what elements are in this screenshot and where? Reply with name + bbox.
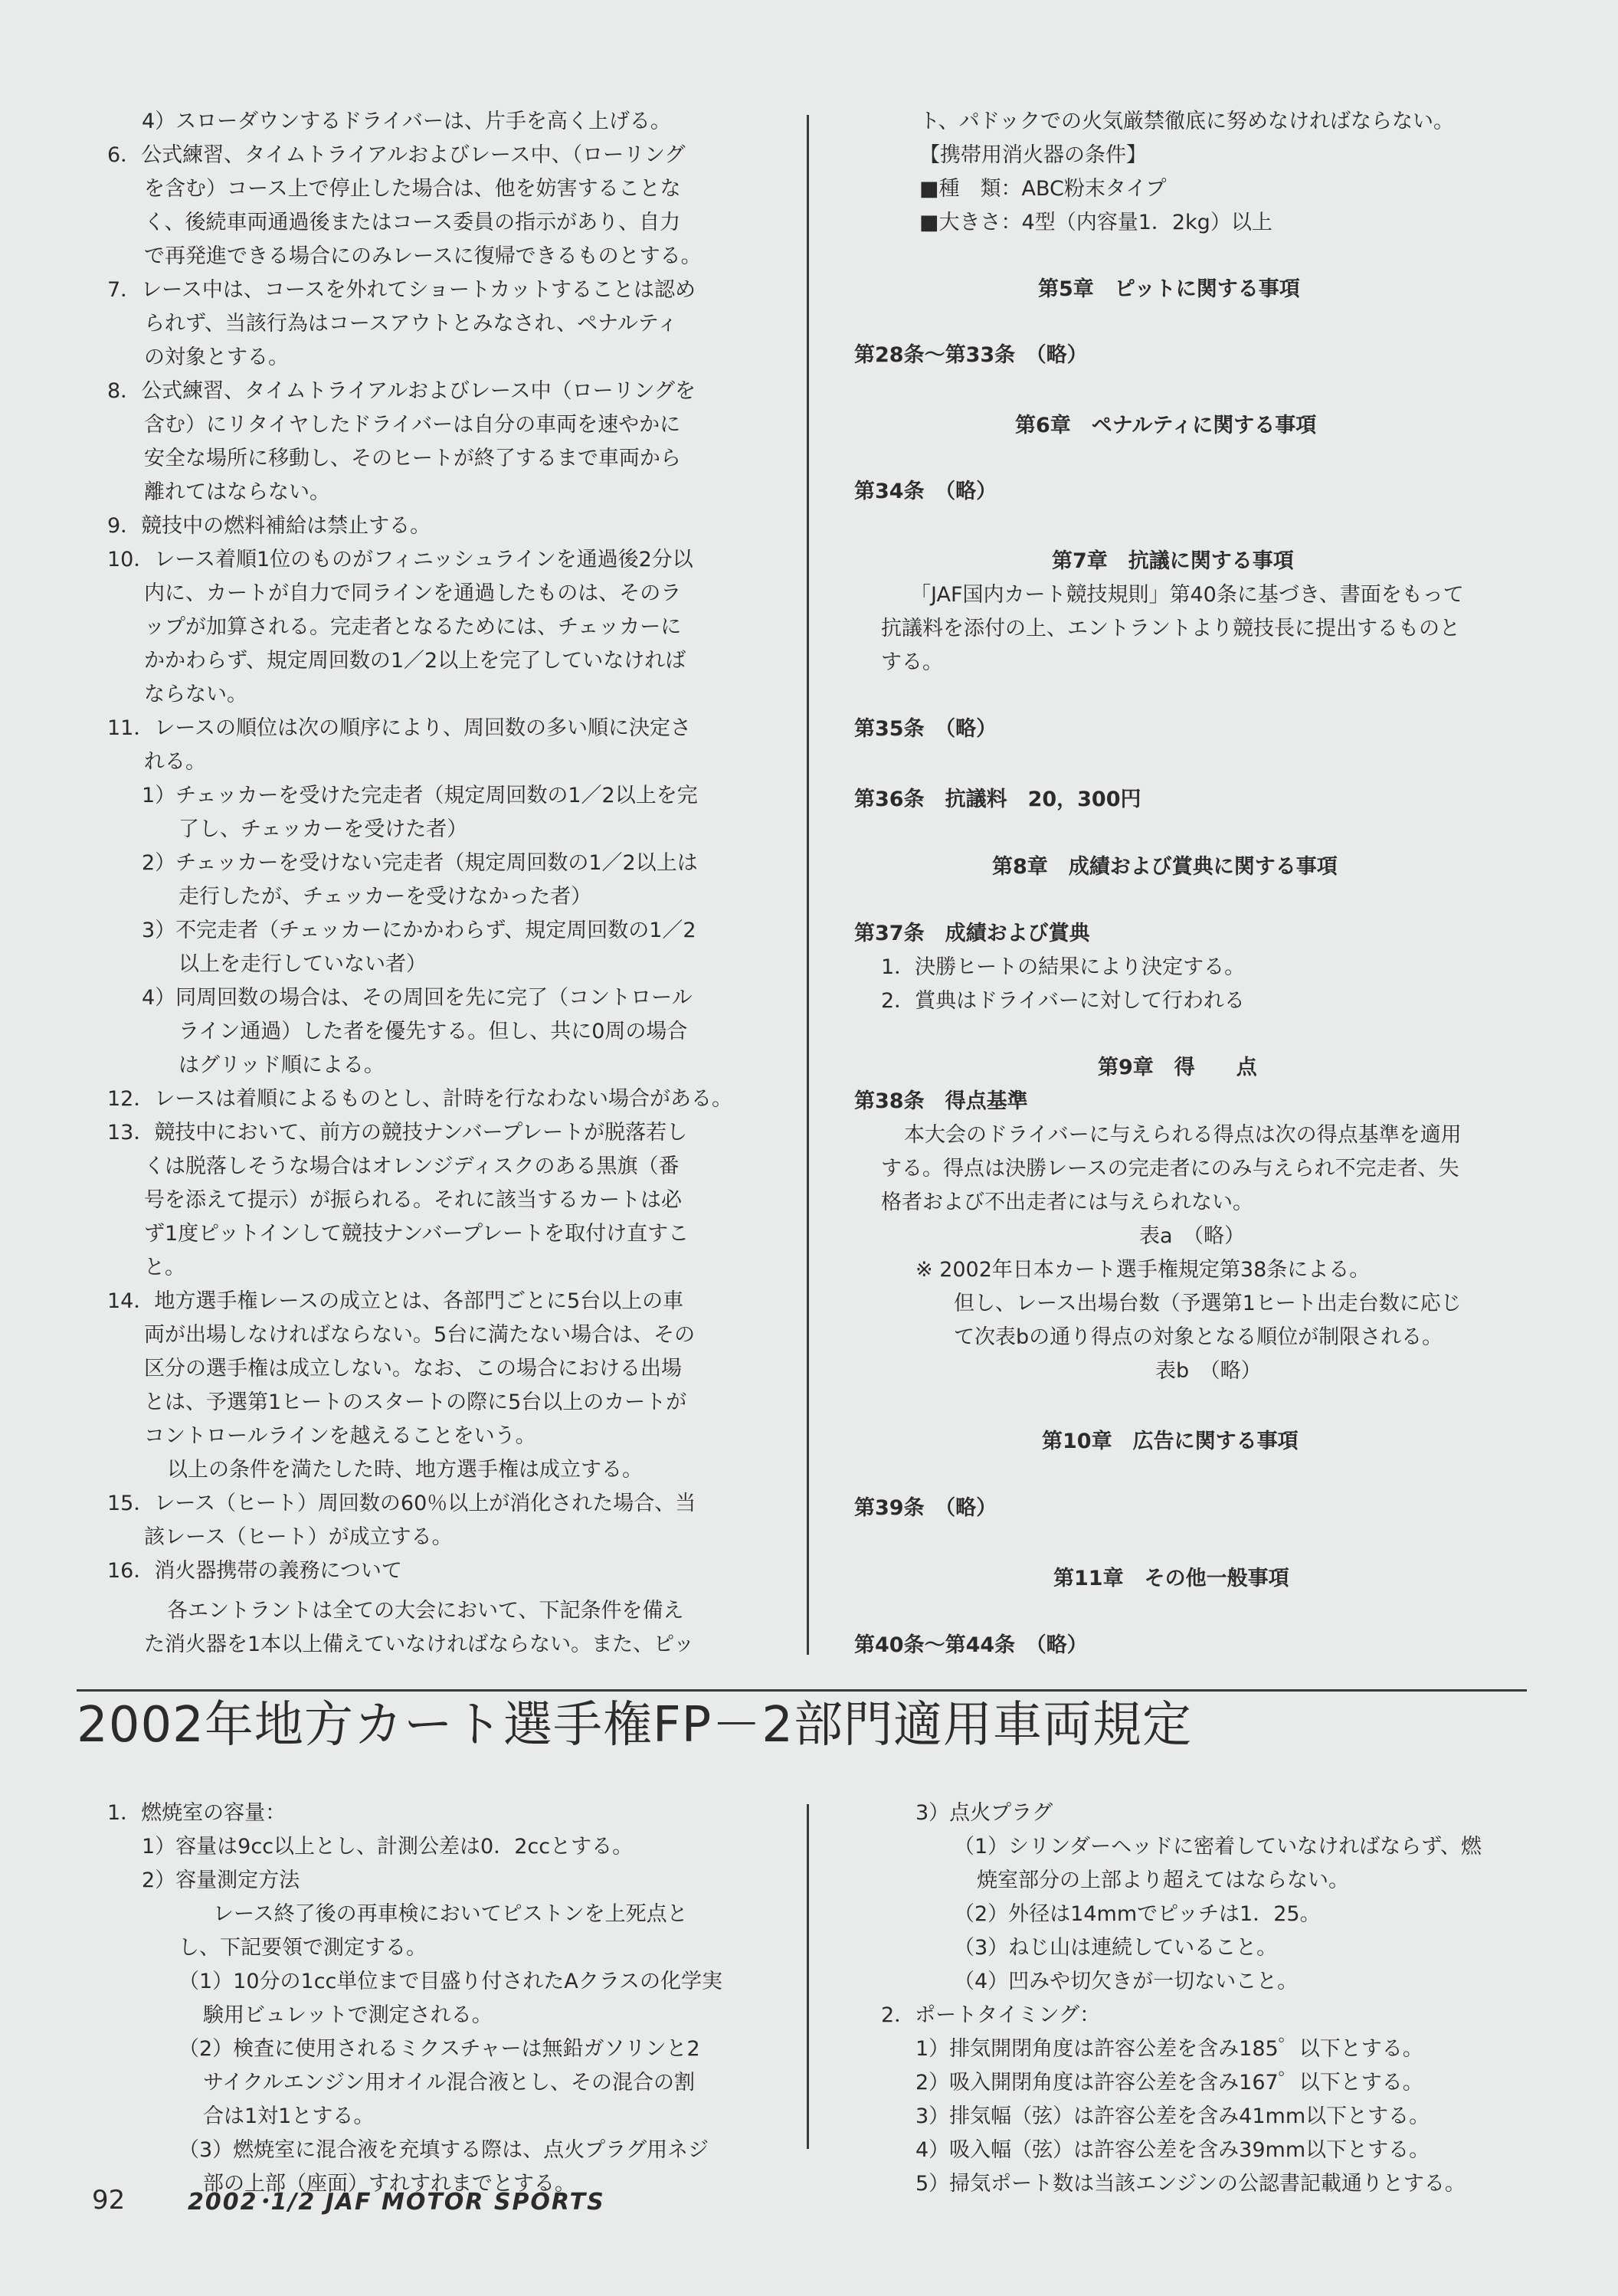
- text-line: 14．地方選手権レースの成立とは、各部門ごとに5台以上の車: [107, 1289, 684, 1313]
- text-line: 13．競技中において、前方の競技ナンバープレートが脱落若し: [107, 1121, 688, 1145]
- text-line: （1）10分の1cc単位まで目盛り付されたAクラスの化学実: [179, 1970, 723, 1993]
- chapter-heading: 第10章 広告に関する事項: [1042, 1430, 1299, 1453]
- text-line: 「JAF国内カート競技規則」第40条に基づき、書面をもって: [910, 583, 1464, 607]
- text-line: はグリッド順による。: [179, 1053, 385, 1077]
- text-line: 4）スローダウンするドライバーは、片手を高く上げる。: [142, 110, 671, 133]
- text-line: 含む）にリタイヤしたドライバーは自分の車両を速やかに: [144, 413, 681, 437]
- article-heading: 第36条 抗議料 20，300円: [854, 788, 1141, 811]
- article-heading: 第35条 （略）: [854, 717, 997, 741]
- article-heading: 第28条～第33条 （略）: [854, 343, 1088, 367]
- running-title: 2002･1/2 JAF MOTOR SPORTS: [188, 2189, 605, 2216]
- text-line: 4）同周回数の場合は、その周回を先に完了（コントロール: [142, 986, 693, 1010]
- text-line: ■大きさ：4型（内容量1．2kg）以上: [919, 211, 1272, 234]
- chapter-heading: 第8章 成績および賞典に関する事項: [992, 855, 1338, 879]
- text-line: 6．公式練習、タイムトライアルおよびレース中、（ローリング: [107, 143, 686, 167]
- text-line: し、下記要領で測定する。: [179, 1936, 427, 1960]
- article-heading: 第38条 得点基準: [854, 1089, 1028, 1113]
- text-line: 格者および不出走者には与えられない。: [881, 1191, 1253, 1214]
- text-line: 2．ポートタイミング：: [881, 2003, 1101, 2027]
- text-line: 離れてはならない。: [144, 480, 330, 504]
- text-line: （3）ねじ山は連続していること。: [954, 1936, 1278, 1960]
- column-divider: [807, 1804, 809, 2149]
- text-line: （4）凹みや切欠きが一切ないこと。: [954, 1970, 1299, 1993]
- text-line: 2）容量測定方法: [142, 1869, 300, 1892]
- text-line: 走行したが、チェッカーを受けなかった者）: [179, 885, 592, 909]
- text-line: サイクルエンジン用オイル混合液とし、その混合の割: [203, 2071, 696, 2095]
- text-line: を含む）コース上で停止した場合は、他を妨害することな: [144, 177, 681, 201]
- text-line: かかわらず、規定周回数の1／2以上を完了していなければ: [144, 649, 686, 673]
- text-line: ※ 2002年日本カート選手権規定第38条による。: [915, 1258, 1371, 1282]
- text-line: と。: [144, 1256, 185, 1279]
- text-line: （2）検査に使用されるミクスチャーは無鉛ガソリンと2: [179, 2037, 700, 2061]
- text-line: くは脱落しそうな場合はオレンジディスクのある黒旗（番: [144, 1155, 680, 1178]
- text-line: 2）チェッカーを受けない完走者（規定周回数の1／2以上は: [142, 851, 698, 875]
- text-line: 8．公式練習、タイムトライアルおよびレース中（ローリングを: [107, 379, 696, 403]
- text-line: 表a （略）: [1139, 1224, 1246, 1248]
- text-line: 以上の条件を満たした時、地方選手権は成立する。: [167, 1458, 643, 1482]
- article-heading: 第39条 （略）: [854, 1496, 997, 1520]
- text-line: コントロールラインを越えることをいう。: [144, 1424, 536, 1448]
- section-title: 2002年地方カート選手権FP－2部門適用車両規定: [77, 1697, 1192, 1754]
- text-line: 但し、レース出場台数（予選第1ヒート出走台数に応じ: [954, 1292, 1462, 1315]
- text-line: （3）燃焼室に混合液を充填する際は、点火プラグ用ネジ: [179, 2138, 709, 2162]
- text-line: 16．消火器携帯の義務について: [107, 1559, 402, 1583]
- text-line: で再発進できる場合にのみレースに復帰できるものとする。: [144, 244, 702, 268]
- text-line: く、後続車両通過後またはコース委員の指示があり、自力: [144, 211, 681, 234]
- text-line: 表b （略）: [1155, 1359, 1262, 1383]
- text-line: 3）排気幅（弦）は許容公差を含み41mm以下とする。: [915, 2104, 1430, 2128]
- text-line: 3）不完走者（チェッカーにかかわらず、規定周回数の1／2: [142, 919, 696, 942]
- text-line: 安全な場所に移動し、そのヒートが終了するまで車両から: [144, 447, 681, 470]
- text-line: 10．レース着順1位のものがフィニッシュラインを通過後2分以: [107, 548, 693, 572]
- text-line: 1．決勝ヒートの結果により決定する。: [881, 955, 1246, 979]
- text-line: 合は1対1とする。: [203, 2104, 375, 2128]
- text-line: 15．レース（ヒート）周回数の60％以上が消化された場合、当: [107, 1492, 696, 1515]
- chapter-heading: 第9章 得 点: [1098, 1056, 1257, 1079]
- text-line: 本大会のドライバーに与えられる得点は次の得点基準を適用: [904, 1123, 1462, 1147]
- chapter-heading: 第7章 抗議に関する事項: [1052, 549, 1294, 573]
- text-line: 9．競技中の燃料補給は禁止する。: [107, 514, 431, 538]
- text-line: 1）容量は9cc以上とし、計測公差は0．2ccとする。: [142, 1835, 634, 1859]
- text-line: た消火器を1本以上備えていなければならない。また、ピッ: [144, 1633, 695, 1656]
- text-line: 1）チェッカーを受けた完走者（規定周回数の1／2以上を完: [142, 784, 698, 807]
- text-line: 区分の選手権は成立しない。なお、この場合における出場: [144, 1357, 682, 1381]
- text-line: 各エントラントは全ての大会において、下記条件を備え: [167, 1599, 684, 1623]
- text-line: ず1度ピットインして競技ナンバープレートを取付け直すこ: [144, 1222, 689, 1246]
- page-number: 92: [92, 2185, 126, 2216]
- article-heading: 第34条 （略）: [854, 480, 997, 503]
- chapter-heading: 第6章 ペナルティに関する事項: [1015, 414, 1317, 437]
- chapter-heading: 第5章 ピットに関する事項: [1038, 277, 1300, 301]
- text-line: する。: [881, 650, 943, 674]
- text-line: レース終了後の再車検においてピストンを上死点と: [213, 1902, 688, 1926]
- text-line: られず、当該行為はコースアウトとみなされ、ペナルティ: [144, 312, 678, 336]
- text-line: ト、パドックでの火気厳禁徹底に努めなければならない。: [919, 110, 1454, 133]
- text-line: 11．レースの順位は次の順序により、周回数の多い順に決定さ: [107, 716, 692, 740]
- text-line: て次表bの通り得点の対象となる順位が制限される。: [954, 1325, 1443, 1349]
- text-line: 3）点火プラグ: [915, 1801, 1053, 1825]
- text-line: とは、予選第1ヒートのスタートの際に5台以上のカートが: [144, 1390, 687, 1414]
- article-heading: 第40条～第44条 （略）: [854, 1633, 1088, 1657]
- text-line: 【携帯用消火器の条件】: [919, 143, 1147, 167]
- text-line: 7．レース中は、コースを外れてショートカットすることは認め: [107, 278, 696, 302]
- text-line: （2）外径は14mmでピッチは1．25。: [954, 1902, 1321, 1926]
- text-line: ならない。: [144, 683, 247, 706]
- text-line: 了し、チェッカーを受けた者）: [179, 817, 468, 841]
- text-line: ■種 類：ABC粉末タイプ: [919, 177, 1167, 201]
- article-heading: 第37条 成績および賞典: [854, 922, 1090, 945]
- text-line: 部の上部（座面）すれすれまでとする。: [203, 2172, 575, 2196]
- text-line: 抗議料を添付の上、エントラントより競技長に提出するものと: [881, 617, 1460, 640]
- text-line: 号を添えて提示）が振られる。それに該当するカートは必: [144, 1188, 682, 1212]
- text-line: ップが加算される。完走者となるためには、チェッカーに: [144, 615, 682, 639]
- text-line: 2）吸入開閉角度は許容公差を含み167゜以下とする。: [915, 2071, 1423, 2095]
- column-divider: [807, 115, 809, 1655]
- text-line: 験用ビュレットで測定される。: [203, 2003, 493, 2027]
- section-rule: [77, 1689, 1527, 1692]
- text-line: 焼室部分の上部より超えてはならない。: [977, 1869, 1349, 1892]
- text-line: 1）排気開閉角度は許容公差を含み185゜以下とする。: [915, 2037, 1423, 2061]
- chapter-heading: 第11章 その他一般事項: [1053, 1567, 1289, 1590]
- text-line: れる。: [144, 750, 206, 774]
- text-line: （1）シリンダーヘッドに密着していなければならず、燃: [954, 1835, 1482, 1859]
- text-line: の対象とする。: [144, 346, 289, 369]
- text-line: する。得点は決勝レースの完走者にのみ与えられ不完走者、失: [881, 1157, 1459, 1181]
- text-line: 5）掃気ポート数は当該エンジンの公認書記載通りとする。: [915, 2172, 1466, 2196]
- text-line: 両が出場しなければならない。5台に満たない場合は、その: [144, 1323, 696, 1347]
- text-line: 該レース（ヒート）が成立する。: [144, 1525, 453, 1549]
- text-line: 1．燃焼室の容量：: [107, 1801, 287, 1825]
- text-line: 4）吸入幅（弦）は許容公差を含み39mm以下とする。: [915, 2138, 1430, 2162]
- text-line: 2．賞典はドライバーに対して行われる: [881, 989, 1245, 1013]
- text-line: 内に、カートが自力で同ラインを通過したものは、そのラ: [144, 581, 682, 605]
- text-line: ライン通過）した者を優先する。但し、共に0周の場合: [179, 1020, 688, 1043]
- text-line: 以上を走行していない者）: [179, 952, 427, 976]
- text-line: 12．レースは着順によるものとし、計時を行なわない場合がある。: [107, 1087, 733, 1111]
